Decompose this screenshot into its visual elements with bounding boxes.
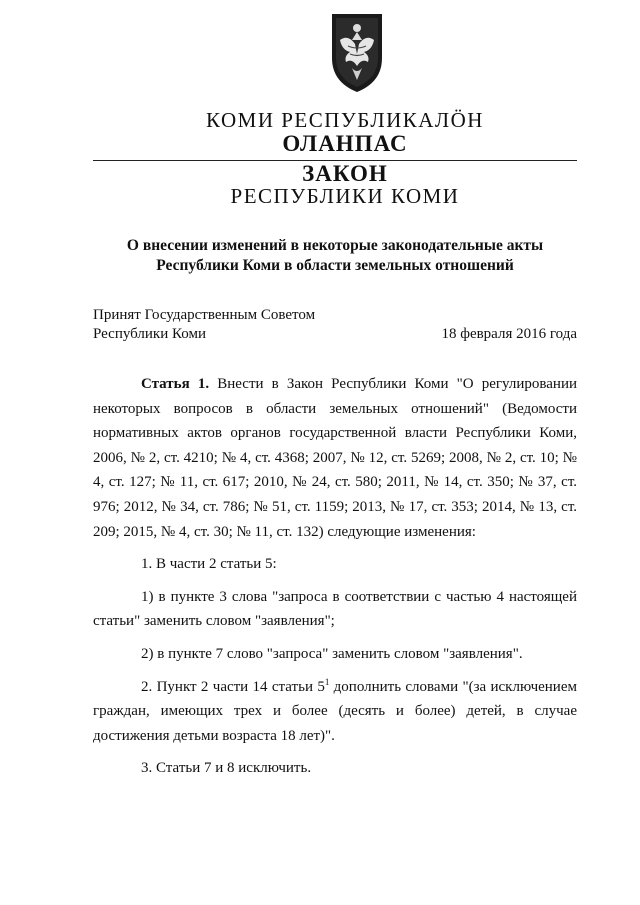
article-1-item-3: 3. Статьи 7 и 8 исключить. bbox=[141, 760, 312, 777]
adoption-line-2: Республики Коми bbox=[93, 326, 206, 342]
header-respubliki: РЕСПУБЛИКИ КОМИ bbox=[230, 184, 460, 208]
item-2-text-b: дополнить словами "(за исключением граждан, имеющих трех и более (десять и более) детей, в случае достижения детьми возраста 18 лет)". bbox=[93, 678, 577, 744]
law-title bbox=[93, 236, 577, 276]
header-olanpas: ОЛАНПАС bbox=[282, 131, 408, 156]
adoption-date: 18 февраля 2016 года bbox=[441, 326, 577, 342]
header-zakon: ЗАКОН bbox=[302, 161, 388, 186]
article-1-item-1: 1. В части 2 статьи 5: bbox=[141, 556, 277, 573]
item-2-superscript: 1 bbox=[324, 676, 330, 687]
article-1-item-1-2: 2) в пункте 7 слово "запроса" заменить словом "заявления". bbox=[141, 645, 523, 662]
item-2-text-a: 2. Пункт 2 части 14 статьи 5 bbox=[141, 678, 325, 695]
law-title-line-1: О внесении изменений в некоторые законодательные акты bbox=[126, 237, 544, 254]
article-1 bbox=[93, 372, 577, 789]
article-1-label: Статья 1. bbox=[141, 376, 210, 392]
adoption-block bbox=[93, 306, 577, 344]
article-1-item-1-1: 1) в пункте 3 слова "запроса в соответствии с частью 4 настоящей статьи" заменить словом "заявления"; bbox=[93, 588, 577, 630]
article-1-intro bbox=[93, 372, 577, 544]
adoption-line-1: Принят Государственным Советом bbox=[93, 307, 316, 323]
article-1-item-2 bbox=[93, 675, 577, 749]
law-title-line-2: Республики Коми в области земельных отношений bbox=[156, 257, 514, 274]
coat-of-arms-icon bbox=[328, 10, 386, 94]
article-1-text: Внести в Закон Республики Коми "О регулировании некоторых вопросов в области земельных отношений" (Ведомости нормативных актов органов государственной власти Республики Коми, 2006, № 2, ст. 4210; № 4, ст. 4368; 2007, № 12, ст. 5269; 2008, № 2, ст. 10; № 4, ст. 127; № 11, ст. 617; 2010, № 24, ст. 580; 2011, № 14, ст. 350; № 37, ст. 976; 2012, № 34, ст. 786; № 51, ст. 1159; 2013, № 17, ст. 353; 2014, № 13, ст. 209; 2015, № 4, ст. 30; № 11, ст. 132) следующие изменения: bbox=[93, 376, 578, 540]
header-komi-line: КОМИ РЕСПУБЛИКАЛÖН bbox=[206, 108, 484, 132]
